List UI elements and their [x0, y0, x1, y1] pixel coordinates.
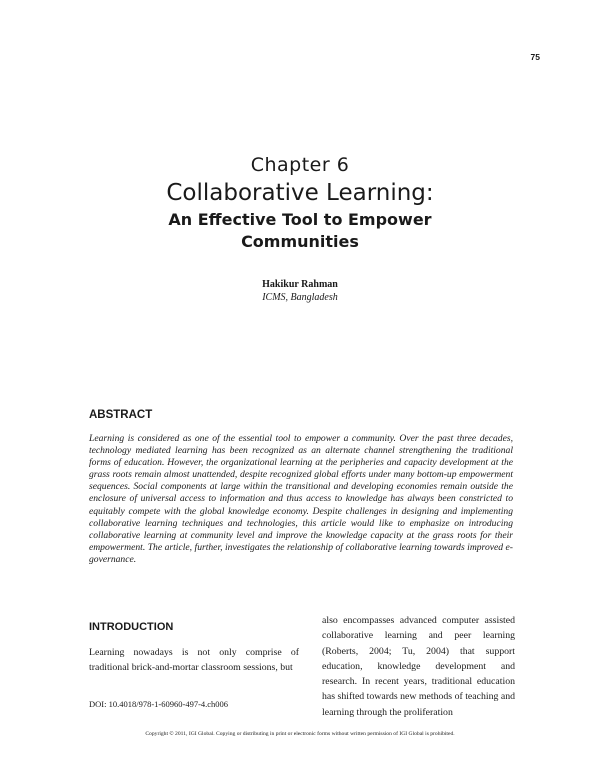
introduction-right-column: also encompasses advanced computer assisted collaborative learning and peer learning (Roberts, 2004; Tu, 2004) that support education, knowledge development and research. In recent years, traditional education has shifted towards new methods of teaching and learning through the proliferation — [322, 615, 515, 718]
abstract-body: Learning is considered as one of the essential tool to empower a community. Over the past three decades, technology mediated learning has been recognized as an alternate channel strengthening the traditional forms of education. However, the organizational learning at the peripheries and capacity development at the grass roots remain almost unattended, despite recognized global efforts under many bottom-up empowerment sequences. Social components at large within the transitional and developing economies remain outside the enclosure of universal access to information and thus access to knowledge has always been constricted to equitably compete with the global knowledge economy. Despite challenges in designing and implementing collaborative learning techniques and technologies, this article would like to emphasize on introducing collaborative learning at community level and improve the knowledge capacity at the grass roots for their empowerment. The article, further, investigates the relationship of collaborative learning towards improved e-governance. — [89, 433, 513, 565]
chapter-subtitle: An Effective Tool to Empower Communities — [168, 210, 432, 251]
page-number: 75 — [530, 52, 540, 62]
abstract-heading: ABSTRACT — [89, 409, 153, 421]
copyright-notice: Copyright © 2011, IGI Global. Copying or distributing in print or electronic forms without written permission of IGI Global is prohibited. — [145, 731, 455, 737]
chapter-title: Collaborative Learning: — [166, 180, 434, 206]
doi-link[interactable]: DOI: 10.4018/978-1-60960-497-4.ch006 — [89, 699, 229, 709]
introduction-heading: INTRODUCTION — [89, 621, 174, 633]
author-affiliation: ICMS, Bangladesh — [262, 292, 338, 303]
author-name: Hakikur Rahman — [262, 279, 338, 290]
introduction-left-column: Learning nowadays is not only comprise of traditional brick-and-mortar classroom sessions, but — [89, 647, 299, 674]
chapter-label: Chapter 6 — [250, 154, 350, 176]
